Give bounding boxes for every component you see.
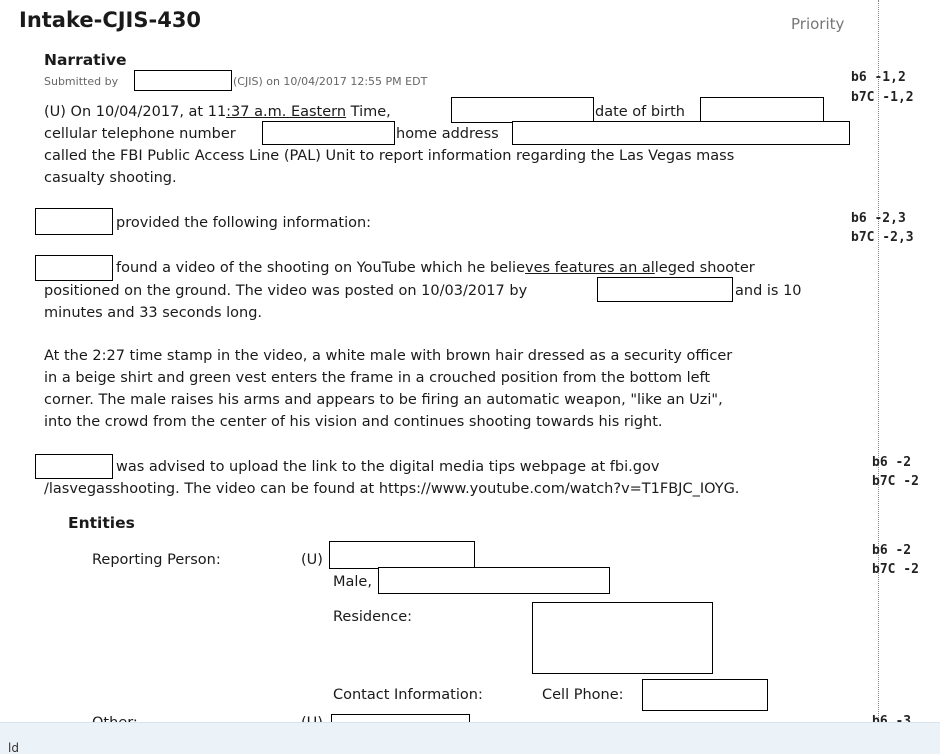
- p1-text-c: Time,: [346, 104, 391, 120]
- p1-text-b: :37 a.m. Eastern: [226, 104, 347, 120]
- narrative-p1-line3: called the FBI Public Access Line (PAL) Unit to report information regarding the Las Vegas mass: [44, 148, 735, 164]
- redaction-box: [35, 255, 113, 281]
- redaction-box: [262, 121, 395, 145]
- priority-label: Priority: [791, 15, 845, 33]
- male-label: Male,: [333, 574, 372, 590]
- submitted-by-prefix: Submitted by: [44, 75, 119, 88]
- narrative-p5-line2: /lasvegasshooting. The video can be found at https://www.youtube.com/watch?v=T1FBJC_IOYG.: [44, 481, 740, 497]
- submitted-by-suffix: (CJIS) on 10/04/2017 12:55 PM EDT: [233, 75, 428, 88]
- redaction-box: [597, 277, 733, 302]
- exemption-code: b6 -1,2: [851, 70, 906, 85]
- p1-address-label: home address: [396, 126, 499, 142]
- redaction-box: [35, 208, 113, 235]
- exemption-code: b6 -2: [872, 455, 912, 470]
- exemption-code: b7C -1,2: [851, 90, 914, 105]
- redaction-box: [329, 541, 475, 569]
- entities-heading: Entities: [68, 514, 135, 532]
- narrative-p1-line4: casualty shooting.: [44, 170, 177, 186]
- classification-marker: (U): [301, 552, 323, 568]
- exemption-code: b6 -2: [872, 543, 912, 558]
- redaction-box: [378, 567, 610, 594]
- redaction-box: [134, 70, 232, 91]
- redaction-box: [700, 97, 824, 123]
- narrative-p3-line3: minutes and 33 seconds long.: [44, 305, 263, 321]
- p1-cell-label: cellular telephone number: [44, 126, 236, 142]
- bottom-bar-text: ld: [8, 741, 19, 755]
- narrative-p4-line3: corner. The male raises his arms and appears to be firing an automatic weapon, "like an Uzi",: [44, 392, 723, 408]
- exemption-code: b6 -2,3: [851, 211, 906, 226]
- redaction-box: [642, 679, 768, 711]
- bottom-status-bar: [0, 722, 940, 754]
- narrative-p4-line4: into the crowd from the center of his vision and continues shooting towards his right.: [44, 414, 663, 430]
- redaction-box: [532, 602, 713, 674]
- document-title: Intake-CJIS-430: [19, 8, 202, 32]
- exemption-code: b7C -2,3: [851, 230, 914, 245]
- p3-text-b: ves features an al: [525, 260, 655, 276]
- narrative-p2: provided the following information:: [116, 215, 372, 231]
- narrative-p4-line2: in a beige shirt and green vest enters the frame in a crouched position from the bottom left: [44, 370, 711, 386]
- narrative-p3-line1: [116, 257, 755, 279]
- redaction-box: [35, 454, 113, 479]
- redaction-box: [512, 121, 850, 145]
- residence-label: Residence:: [333, 609, 413, 625]
- contact-info-label: Contact Information:: [333, 687, 483, 703]
- narrative-heading: Narrative: [44, 51, 127, 69]
- p1-dob-label: date of birth: [595, 104, 685, 120]
- reporting-person-label: Reporting Person:: [92, 552, 221, 568]
- p3-text-a: found a video of the shooting on YouTube which he belie: [116, 260, 525, 276]
- redaction-box: [451, 97, 594, 123]
- cell-phone-label: Cell Phone:: [542, 687, 624, 703]
- p1-text-a: (U) On 10/04/2017, at 11: [44, 104, 227, 120]
- margin-divider: [878, 0, 879, 722]
- narrative-p3-line2b: and is 10: [735, 283, 802, 299]
- narrative-p1-line1: [44, 101, 391, 123]
- narrative-p3-line2: positioned on the ground. The video was posted on 10/03/2017 by: [44, 283, 528, 299]
- narrative-p5-line1: was advised to upload the link to the digital media tips webpage at fbi.gov: [116, 459, 660, 475]
- exemption-code: b7C -2: [872, 562, 919, 577]
- exemption-code: b7C -2: [872, 474, 919, 489]
- p3-text-c: leged shooter: [654, 260, 755, 276]
- narrative-p4-line1: At the 2:27 time stamp in the video, a white male with brown hair dressed as a security officer: [44, 348, 733, 364]
